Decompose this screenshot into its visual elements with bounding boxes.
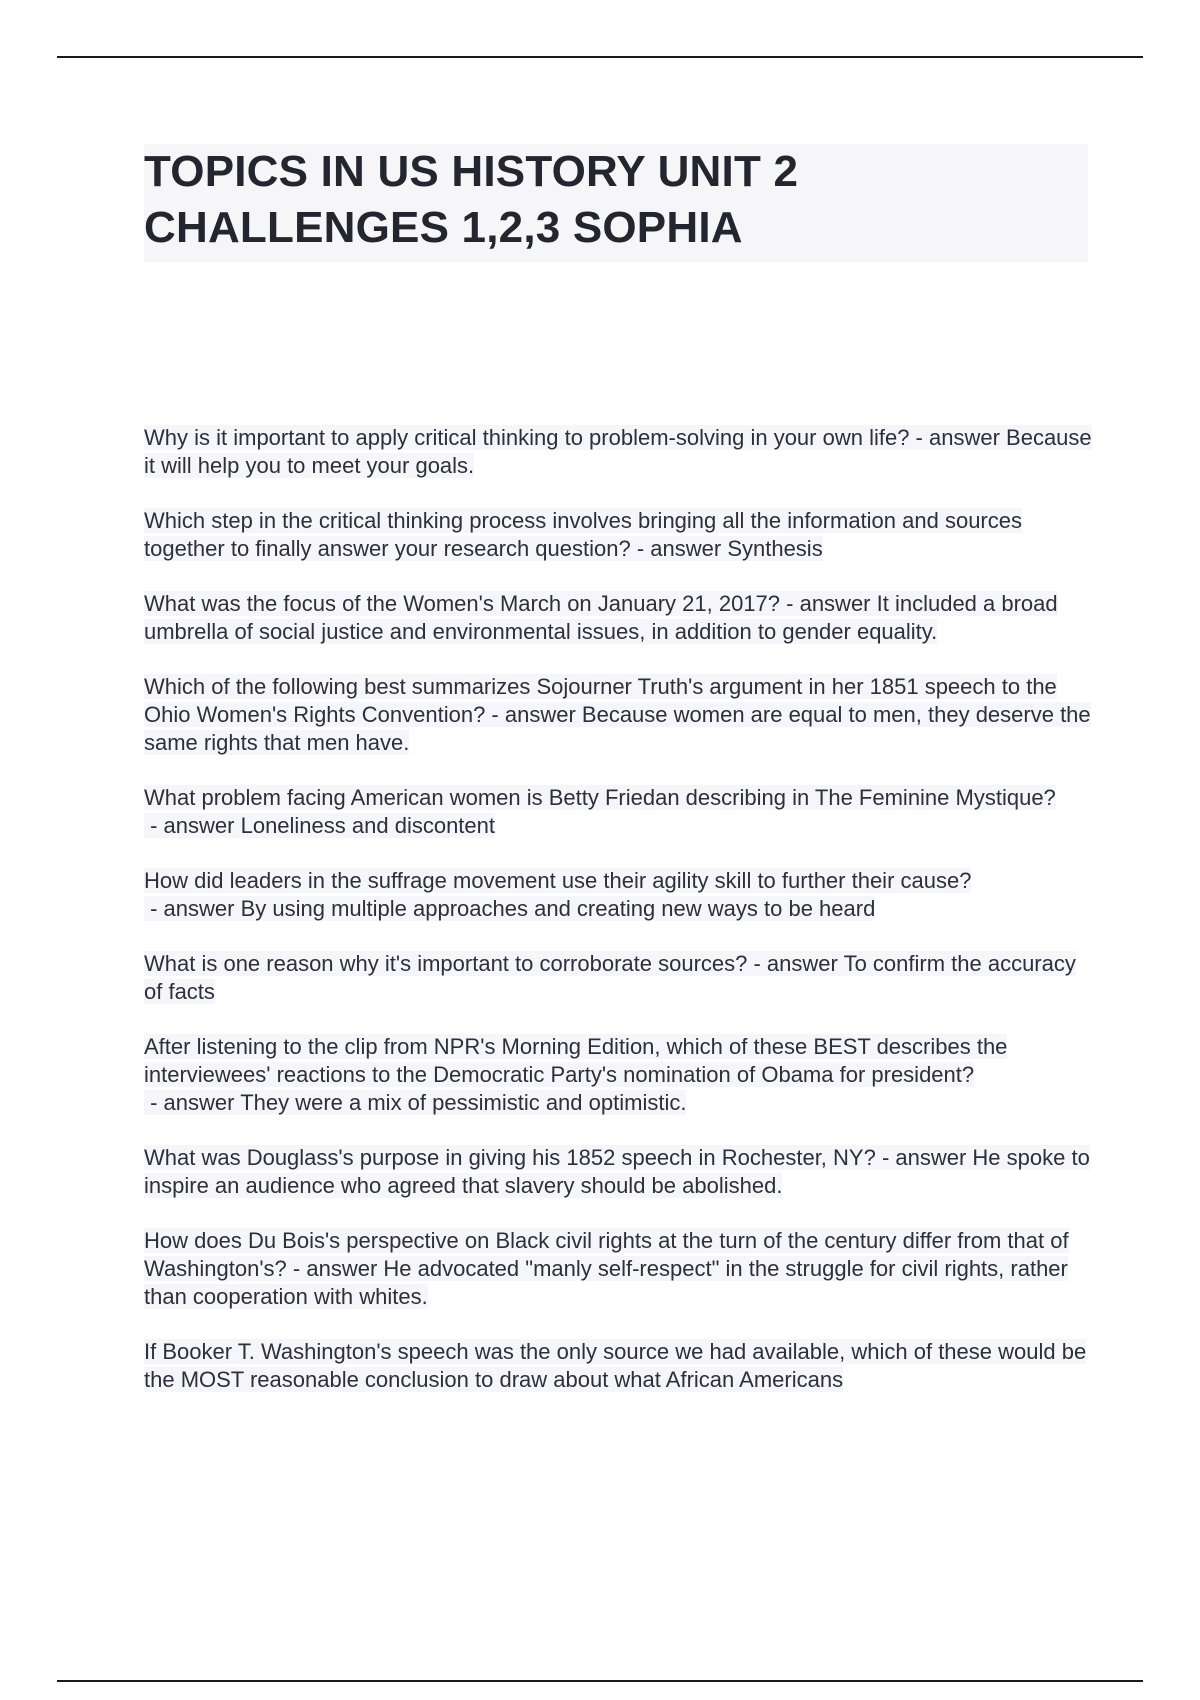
qa-item xyxy=(144,1338,1092,1394)
qa-item xyxy=(144,590,1092,646)
bottom-rule xyxy=(57,1680,1143,1682)
question-text: How did leaders in the suffrage movement use their agility skill to further their cause? xyxy=(144,868,972,893)
question-text: What was Douglass's purpose in giving his 1852 speech in Rochester, NY? xyxy=(144,1145,876,1170)
answer-text: He spoke to inspire an audience who agreed that slavery should be abolished. xyxy=(144,1145,1090,1198)
answer-text: Because women are equal to men, they deserve the same rights that men have. xyxy=(144,702,1091,755)
qa-item xyxy=(144,867,1092,923)
answer-separator: - answer xyxy=(780,591,877,616)
answer-text: They were a mix of pessimistic and optimistic. xyxy=(240,1090,687,1115)
answer-separator: - answer xyxy=(875,1145,973,1170)
answer-separator: - answer xyxy=(144,813,241,838)
answer-separator: - answer xyxy=(144,896,241,921)
question-text: If Booker T. Washington's speech was the only source we had available, which of these would be the MOST reasonable conclusion to draw about what African Americans xyxy=(144,1339,1087,1392)
qa-item xyxy=(144,1227,1092,1311)
question-text: Which step in the critical thinking process involves bringing all the information and sources together to finally answer your research question? xyxy=(144,508,1022,561)
answer-text: Because it will help you to meet your goals. xyxy=(144,425,1092,478)
question-text: Why is it important to apply critical thinking to problem-solving in your own life? xyxy=(144,425,910,450)
question-text: After listening to the clip from NPR's Morning Edition, which of these BEST describes the interviewees' reactions to the Democratic Party's nomination of Obama for president? xyxy=(144,1034,1008,1087)
qa-item xyxy=(144,424,1092,480)
answer-separator: - answer xyxy=(747,951,844,976)
qa-list xyxy=(144,424,1092,1421)
qa-item xyxy=(144,507,1092,563)
top-rule xyxy=(57,56,1143,58)
question-text: Which of the following best summarizes Sojourner Truth's argument in her 1851 speech to the Ohio Women's Rights Convention? xyxy=(144,674,1057,727)
answer-text: Loneliness and discontent xyxy=(240,813,496,838)
qa-item xyxy=(144,1144,1092,1200)
qa-item xyxy=(144,1033,1092,1117)
document-title xyxy=(144,144,1088,262)
question-text: What was the focus of the Women's March on January 21, 2017? xyxy=(144,591,781,616)
answer-separator: - answer xyxy=(485,702,582,727)
title-line-1: TOPICS IN US HISTORY UNIT 2 xyxy=(144,147,799,196)
answer-separator: - answer xyxy=(144,1090,241,1115)
question-text: How does Du Bois's perspective on Black civil rights at the turn of the century differ from that of Washington's? xyxy=(144,1228,1069,1281)
title-line-2: CHALLENGES 1,2,3 SOPHIA xyxy=(144,203,743,252)
answer-separator: - answer xyxy=(286,1256,384,1281)
answer-separator: - answer xyxy=(630,536,728,561)
answer-text: Synthesis xyxy=(727,536,823,561)
answer-text: To confirm the accuracy of facts xyxy=(144,951,1076,1004)
qa-item xyxy=(144,784,1092,840)
answer-text: By using multiple approaches and creating new ways to be heard xyxy=(240,896,876,921)
answer-text: It included a broad umbrella of social justice and environmental issues, in addition to gender equality. xyxy=(144,591,1058,644)
answer-text: He advocated "manly self-respect" in the struggle for civil rights, rather than cooperation with whites. xyxy=(144,1256,1068,1309)
answer-separator: - answer xyxy=(909,425,1007,450)
question-text: What is one reason why it's important to corroborate sources? xyxy=(144,951,748,976)
qa-item xyxy=(144,673,1092,757)
question-text: What problem facing American women is Betty Friedan describing in The Feminine Mystique? xyxy=(144,785,1056,810)
qa-item xyxy=(144,950,1092,1006)
